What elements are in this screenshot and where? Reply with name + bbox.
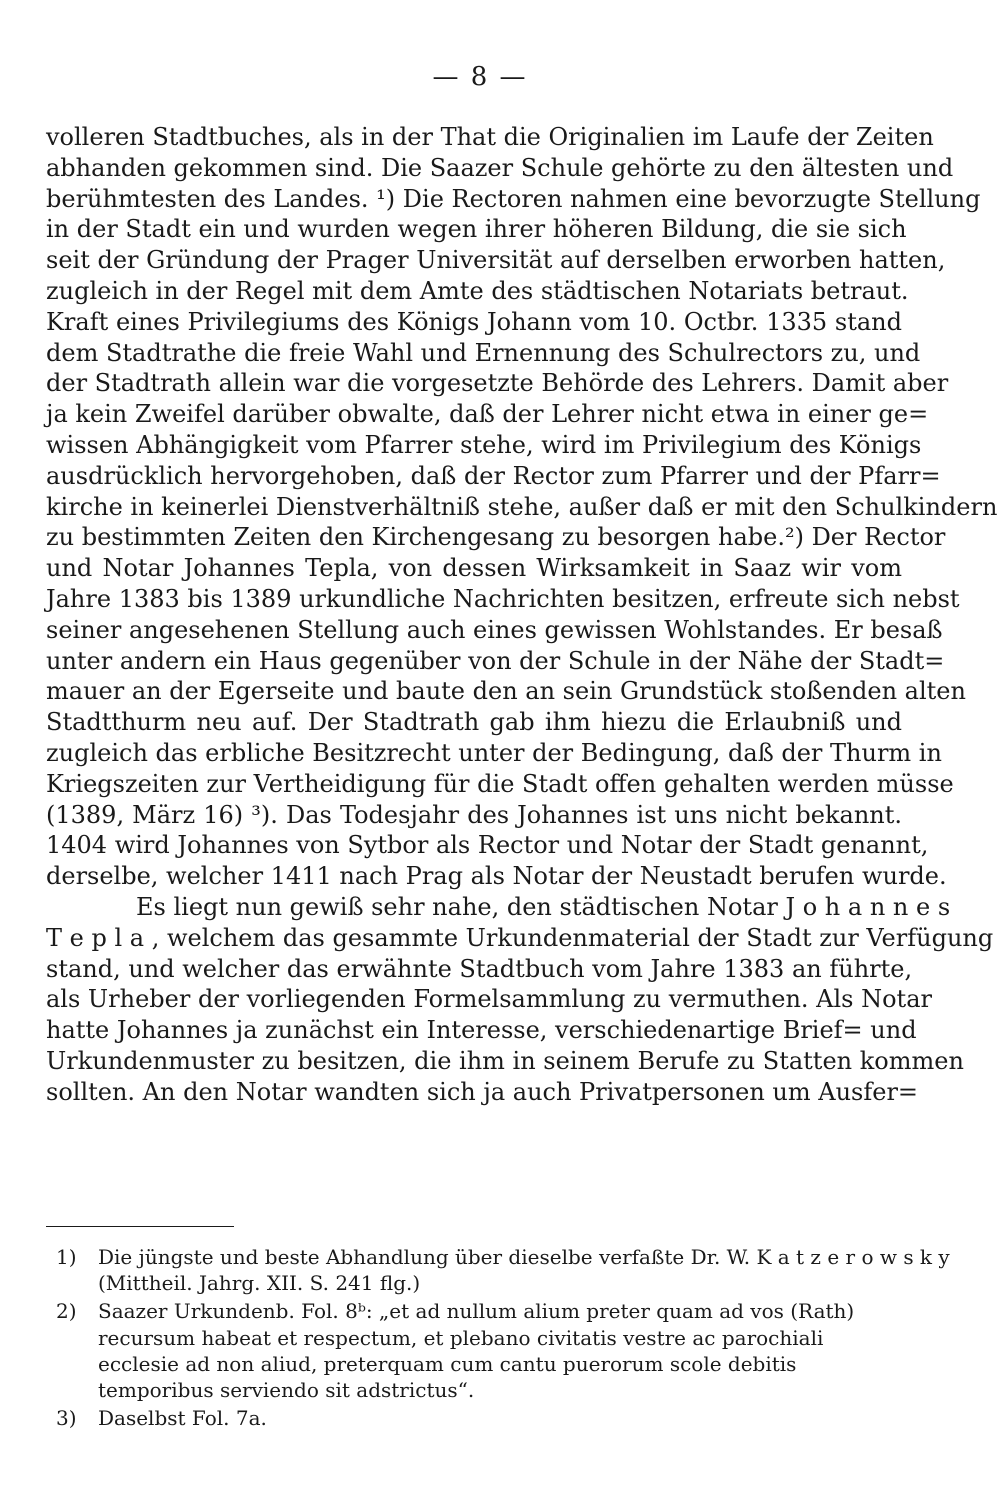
- text-line: mauer an der Egerseite und baute den an sein Grundstück stoßenden alten: [46, 677, 966, 706]
- text-line: Urkundenmuster zu besitzen, die ihm in seinem Berufe zu Statten kommen: [46, 1046, 964, 1075]
- footnote-line: temporibus serviendo sit adstrictus“.: [98, 1378, 475, 1403]
- footnote-line: ecclesie ad non aliud, preterquam cum cantu puerorum scole debitis: [98, 1351, 797, 1376]
- text-line: dem Stadtrathe die freie Wahl und Ernennung des Schulrectors zu, und: [46, 338, 921, 367]
- footnote-text: [98, 1298, 876, 1403]
- text-line: T e p l a , welchem das gesammte Urkundenmaterial der Stadt zur Verfügung: [46, 923, 994, 952]
- text-line: hatte Johannes ja zunächst ein Interesse, verschiedenartige Brief= und: [46, 1016, 917, 1045]
- footnote-line: (Mittheil. Jahrg. XII. S. 241 flg.): [98, 1271, 421, 1296]
- text-line: und Notar Johannes Tepla, von dessen Wirksamkeit in Saaz wir vom: [46, 554, 902, 583]
- footnote-3: [56, 1405, 876, 1431]
- text-line: Kraft eines Privilegiums des Königs Johann vom 10. Octbr. 1335 stand: [46, 307, 902, 336]
- text-line: zugleich in der Regel mit dem Amte des städtischen Notariats betraut.: [46, 276, 909, 305]
- footnote-line: Saazer Urkundenb. Fol. 8ᵇ: „et ad nullum alium preter quam ad vos (Rath): [98, 1299, 855, 1324]
- text-line: zu bestimmten Zeiten den Kirchengesang zu besorgen habe.²) Der Rector: [46, 523, 946, 552]
- text-line: ausdrücklich hervorgehoben, daß der Rector zum Pfarrer und der Pfarr=: [46, 461, 941, 490]
- paragraph-start-line: Es liegt nun gewiß sehr nahe, den städtischen Notar J o h a n n e s: [136, 892, 951, 921]
- text-line: abhanden gekommen sind. Die Saazer Schule gehörte zu den ältesten und: [46, 153, 954, 182]
- footnote-1: [56, 1244, 950, 1296]
- page-number: — 8 —: [432, 62, 528, 92]
- footnote-number: 1): [56, 1245, 77, 1269]
- text-line: wissen Abhängigkeit vom Pfarrer stehe, wird im Privilegium des Königs: [46, 430, 922, 459]
- text-line: seit der Gründung der Prager Universität auf derselben erworben hatten,: [46, 246, 946, 275]
- text-line: berühmtesten des Landes. ¹) Die Rectoren nahmen eine bevorzugte Stellung: [46, 184, 981, 213]
- text-line: Stadtthurm neu auf. Der Stadtrath gab ihm hiezu die Erlaubniß und: [46, 708, 902, 737]
- text-line: ja kein Zweifel darüber obwalte, daß der Lehrer nicht etwa in einer ge=: [46, 400, 929, 429]
- footnote-text: [98, 1244, 950, 1296]
- text-line: seiner angesehenen Stellung auch eines gewissen Wohlstandes. Er besaß: [46, 615, 943, 644]
- text-line: Kriegszeiten zur Vertheidigung für die Stadt offen gehalten werden müsse: [46, 769, 954, 798]
- footnotes: [56, 1244, 950, 1433]
- text-line: derselbe, welcher 1411 nach Prag als Notar der Neustadt berufen wurde.: [46, 862, 947, 891]
- text-line: unter andern ein Haus gegenüber von der Schule in der Nähe der Stadt=: [46, 646, 945, 675]
- footnote-2: [56, 1298, 876, 1403]
- footnote-line: Daselbst Fol. 7a.: [98, 1406, 267, 1431]
- text-line: (1389, März 16) ³). Das Todesjahr des Johannes ist uns nicht bekannt.: [46, 800, 902, 829]
- text-line: stand, und welcher das erwähnte Stadtbuch vom Jahre 1383 an führte,: [46, 954, 913, 983]
- footnote-number: 3): [56, 1406, 77, 1431]
- text-line: als Urheber der vorliegenden Formelsammlung zu vermuthen. Als Notar: [46, 985, 932, 1014]
- text-line: 1404 wird Johannes von Sytbor als Rector und Notar der Stadt genannt,: [46, 831, 929, 860]
- text-line: kirche in keinerlei Dienstverhältniß stehe, außer daß er mit den Schulkindern: [46, 492, 997, 521]
- footnote-number: 2): [56, 1299, 77, 1324]
- text-line: in der Stadt ein und wurden wegen ihrer höheren Bildung, die sie sich: [46, 215, 907, 244]
- footnote-line: recursum habeat et respectum, et plebano civitatis vestre ac parochiali: [98, 1325, 824, 1350]
- text-line: volleren Stadtbuches, als in der That die Originalien im Laufe der Zeiten: [46, 123, 934, 151]
- text-line: der Stadtrath allein war die vorgesetzte Behörde des Lehrers. Damit aber: [46, 369, 949, 398]
- text-line: Jahre 1383 bis 1389 urkundliche Nachrichten besitzen, erfreute sich nebst: [46, 584, 960, 613]
- text-line: zugleich das erbliche Besitzrecht unter der Bedingung, daß der Thurm in: [46, 738, 942, 767]
- footnote-divider: [46, 1226, 234, 1227]
- main-text: [46, 122, 997, 1108]
- footnote-line: Die jüngste und beste Abhandlung über dieselbe verfaßte Dr. W. K a t z e r o w s k y: [98, 1245, 950, 1269]
- text-line: sollten. An den Notar wandten sich ja auch Privatpersonen um Ausfer=: [46, 1077, 919, 1106]
- footnote-text: [98, 1405, 876, 1431]
